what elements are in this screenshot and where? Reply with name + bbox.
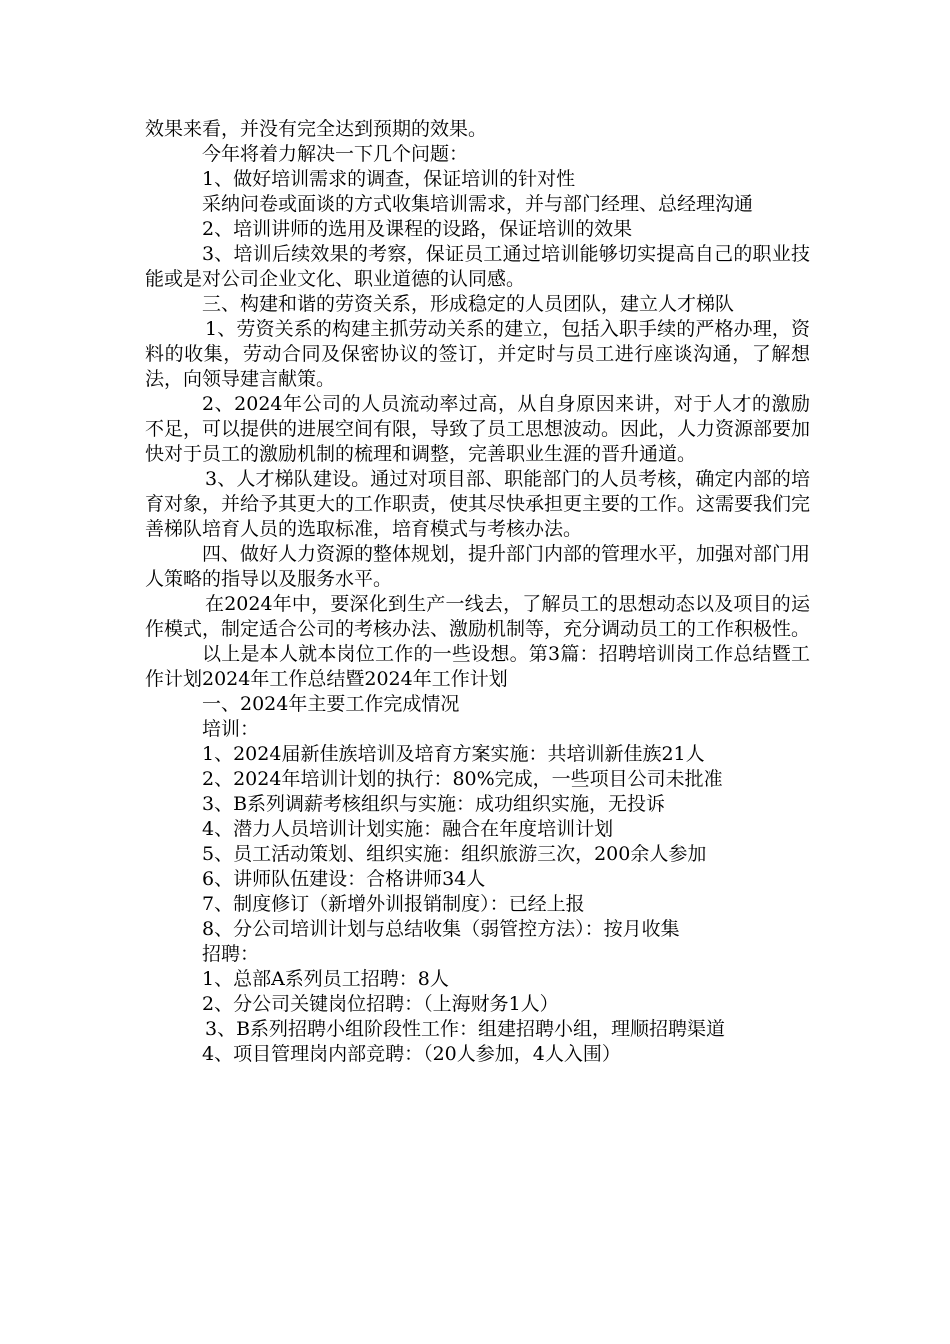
list-item: 3、B系列调薪考核组织与实施：成功组织实施，无投诉 [202, 793, 666, 815]
list-item: 8、分公司培训计划与总结收集（弱管控方法）：按月收集 [202, 918, 680, 940]
section-heading: 三、构建和谐的劳资关系，形成稳定的人员团队，建立人才梯队 [202, 293, 735, 315]
paragraph: 以上是本人就本岗位工作的一些设想。第3篇：招聘培训岗工作总结暨工作计划2024年工作总结暨2024年工作计划 [145, 643, 810, 690]
list-item: 2、2024年培训计划的执行：80%完成，一些项目公司未批准 [202, 768, 723, 790]
list-item: 7、制度修订（新增外训报销制度）：已经上报 [202, 893, 585, 915]
list-item: 3、B系列招聘小组阶段性工作：组建招聘小组，理顺招聘渠道 [205, 1018, 726, 1040]
subsection-heading: 培训： [202, 718, 260, 740]
paragraph: 2、培训讲师的选用及课程的设路，保证培训的效果 [202, 218, 633, 240]
paragraph: 3、培训后续效果的考察，保证员工通过培训能够切实提高自己的职业技能或是对公司企业文化、职业道德的认同感。 [145, 243, 810, 290]
list-item: 1、总部A系列员工招聘：8人 [202, 968, 449, 990]
paragraph: 1、做好培训需求的调查，保证培训的针对性 [202, 168, 576, 190]
list-item: 5、员工活动策划、组织实施：组织旅游三次，200余人参加 [202, 843, 707, 865]
paragraph: 采纳问卷或面谈的方式收集培训需求，并与部门经理、总经理沟通 [202, 193, 754, 215]
list-item: 1、2024届新佳族培训及培育方案实施：共培训新佳族21人 [202, 743, 705, 765]
list-item: 4、项目管理岗内部竞聘：（20人参加，4人入围） [202, 1043, 621, 1065]
paragraph: 效果来看，并没有完全达到预期的效果。 [145, 118, 488, 140]
list-item: 4、潜力人员培训计划实施：融合在年度培训计划 [202, 818, 614, 840]
subsection-heading: 招聘： [202, 943, 260, 965]
list-item: 2、分公司关键岗位招聘：（上海财务1人） [202, 993, 559, 1015]
paragraph: 在2024年中，要深化到生产一线去，了解员工的思想动态以及项目的运作模式，制定适合公司的考核办法、激励机制等，充分调动员工的工作积极性。 [145, 593, 811, 640]
list-item: 6、讲师队伍建设：合格讲师34人 [202, 868, 486, 890]
paragraph: 1、劳资关系的构建主抓劳动关系的建立，包括入职手续的严格办理，资料的收集，劳动合同及保密协议的签订，并定时与员工进行座谈沟通，了解想法，向领导建言献策。 [145, 318, 810, 390]
section-heading: 四、做好人力资源的整体规划，提升部门内部的管理水平，加强对部门用人策略的指导以及服务水平。 [145, 543, 811, 590]
paragraph: 3、人才梯队建设。通过对项目部、职能部门的人员考核，确定内部的培育对象，并给予其更大的工作职责，使其尽快承担更主要的工作。这需要我们完善梯队培育人员的选取标准，培育模式与考核办法。 [145, 468, 811, 540]
paragraph: 今年将着力解决一下几个问题： [202, 143, 469, 165]
paragraph: 2、2024年公司的人员流动率过高，从自身原因来讲，对于人才的激励不足，可以提供的进展空间有限，导致了员工思想波动。因此，人力资源部要加快对于员工的激励机制的梳理和调整，完善职业生涯的晋升通道。 [145, 393, 811, 465]
document-body [145, 117, 810, 1067]
section-heading: 一、2024年主要工作完成情况 [202, 693, 460, 715]
